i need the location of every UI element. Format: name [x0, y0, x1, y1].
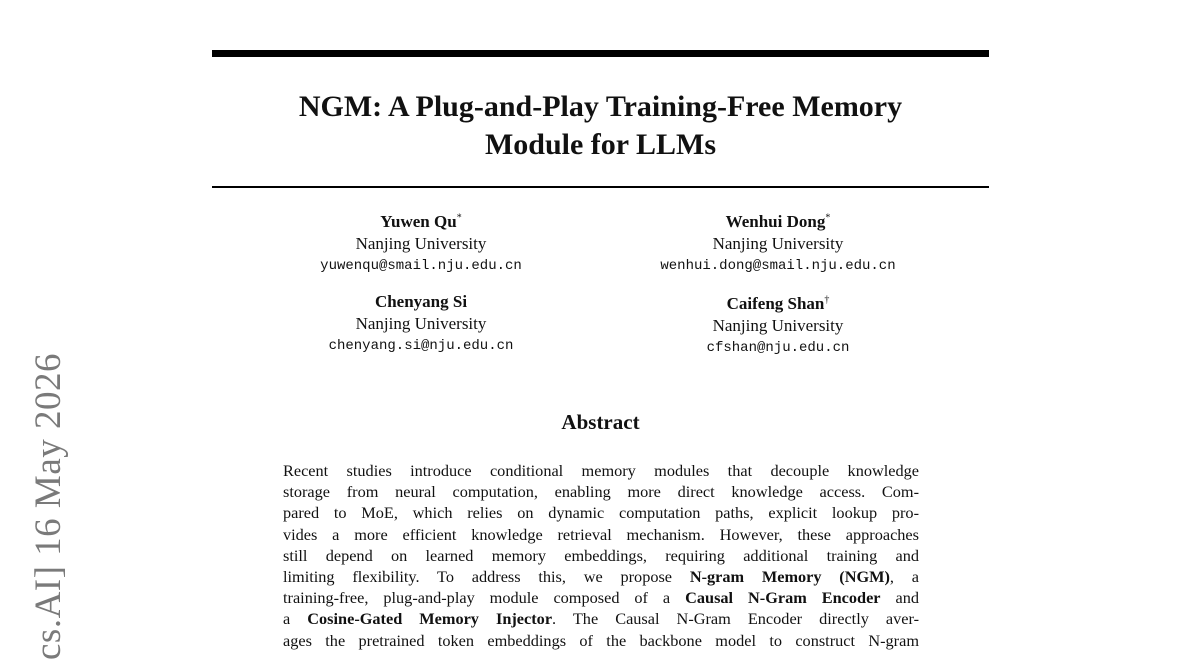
corresponding-author-mark: † [824, 294, 830, 306]
author-email: wenhui.dong@smail.nju.edu.cn [660, 258, 896, 274]
author-affiliation: Nanjing University [712, 234, 844, 253]
title-top-rule [212, 50, 989, 57]
title-line-1: NGM: A Plug-and-Play Training-Free Memory [298, 90, 903, 123]
author-name: Chenyang Si [374, 292, 468, 311]
title-bottom-rule [212, 186, 989, 188]
abstract-line: limiting flexibility. To address this, we propose N-gram Memory (NGM), a [283, 567, 919, 587]
author-affiliation: Nanjing University [355, 314, 487, 333]
author-block [261, 211, 581, 277]
abstract-line: pared to MoE, which relies on dynamic computation paths, explicit lookup pro- [283, 503, 919, 523]
abstract-line: a Cosine-Gated Memory Injector. The Causal N-Gram Encoder directly aver- [283, 609, 919, 629]
abstract-line: still depend on learned memory embeddings, requiring additional training and [283, 545, 919, 565]
author-email: chenyang.si@nju.edu.cn [328, 338, 514, 354]
abstract-heading: Abstract [561, 410, 640, 434]
abstract-line: ages the pretrained token embeddings of the backbone model to construct N-gram [283, 630, 919, 650]
arxiv-identifier-stamp: cs.AI] 16 May 2026 [28, 352, 69, 660]
author-affiliation: Nanjing University [712, 316, 844, 335]
title-line-2: Module for LLMs [484, 128, 717, 161]
author-block [261, 291, 581, 357]
abstract-line: storage from neural computation, enabling more direct knowledge access. Com- [283, 482, 919, 502]
equal-contribution-mark: * [456, 212, 462, 224]
author-email: cfshan@nju.edu.cn [706, 340, 850, 356]
bold-term: N-gram Memory (NGM) [689, 567, 890, 587]
abstract-body [283, 460, 919, 651]
author-email: yuwenqu@smail.nju.edu.cn [320, 258, 522, 274]
paper-title [212, 88, 989, 164]
author-name: Caifeng Shan† [726, 294, 830, 313]
abstract-line: Recent studies introduce conditional memory modules that decouple knowledge [283, 461, 919, 480]
bold-term: Cosine-Gated Memory Injector [307, 609, 553, 629]
equal-contribution-mark: * [825, 212, 831, 224]
author-name: Wenhui Dong* [725, 212, 831, 231]
author-affiliation: Nanjing University [355, 234, 487, 253]
abstract-line: vides a more efficient knowledge retrieval mechanism. However, these approaches [283, 524, 919, 544]
abstract-line: training-free, plug-and-play module composed of a Causal N-Gram Encoder and [283, 588, 919, 608]
author-block [618, 211, 938, 277]
author-name: Yuwen Qu* [380, 212, 462, 231]
author-block [618, 293, 938, 359]
bold-term: Causal N-Gram Encoder [685, 588, 881, 608]
